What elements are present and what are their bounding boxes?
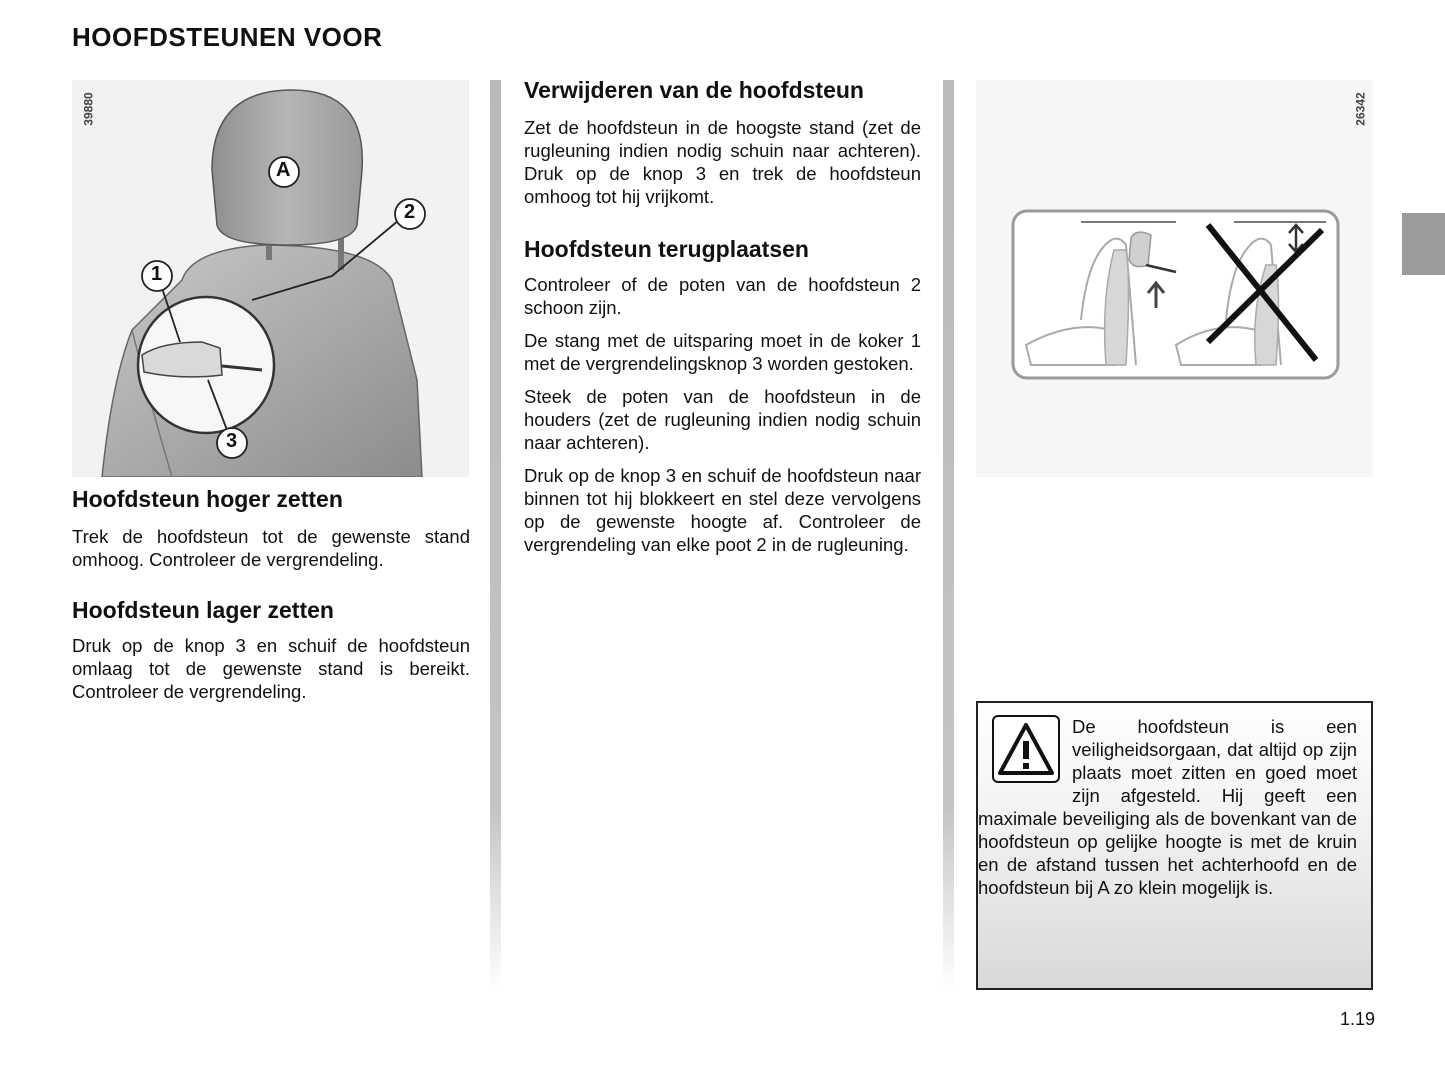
figure-label-2: 2 <box>404 201 416 223</box>
figure-ref-number: 26342 <box>1353 92 1368 126</box>
section-body <box>72 525 470 571</box>
column-divider <box>490 80 501 990</box>
figure-label-1: 1 <box>151 263 163 285</box>
column-1 <box>72 486 470 713</box>
section-body <box>72 634 470 703</box>
headrest-figure <box>72 80 469 477</box>
section-heading: Hoofdsteun lager zetten <box>72 597 334 623</box>
page-number: 1.19 <box>1339 1009 1375 1029</box>
warning-box <box>976 701 1373 990</box>
page-title: HOOFDSTEUNEN VOOR <box>72 22 383 52</box>
position-illustration <box>976 80 1373 477</box>
seat-illustration <box>72 80 469 477</box>
position-figure <box>976 80 1373 477</box>
figure-label-3: 3 <box>226 430 238 452</box>
paragraph: Controleer of de poten van de hoofdsteun 2 schoon zijn. <box>524 274 921 318</box>
paragraph: Zet de hoofdsteun in de hoogste stand (zet de rugleuning indien nodig schuin naar achteren). Druk op de knop 3 en trek de hoofdsteun omhoog tot hij vrijkomt. <box>524 117 921 207</box>
paragraph: Trek de hoofdsteun tot de gewenste stand omhoog. Controleer de vergrendeling. <box>72 526 470 570</box>
warning-icon <box>992 715 1060 783</box>
section-heading: Hoofdsteun hoger zetten <box>72 486 343 512</box>
paragraph: Druk op de knop 3 en schuif de hoofdsteun omlaag tot de gewenste stand is bereikt. Controleer de vergrendeling. <box>72 635 470 702</box>
section-heading: Verwijderen van de hoofdsteun <box>524 77 864 103</box>
column-divider <box>943 80 954 990</box>
section-body <box>524 273 921 556</box>
warning-text: De hoofdsteun is een veiligheidsorgaan, dat altijd op zijn plaats moet zitten en goed moet zijn afgesteld. Hij geeft een maximale beveiliging als de bovenkant van de hoofdsteun op gelijke hoogte is met de kruin en de afstand tussen het achterhoofd en de hoofdsteun bij A zo klein mogelijk is. <box>978 716 1357 898</box>
section-body <box>524 116 921 208</box>
chapter-tab <box>1402 213 1445 275</box>
paragraph: Druk op de knop 3 en schuif de hoofdsteun naar binnen tot hij blokkeert en stel deze vervolgens op de gewenste hoogte af. Controleer de vergrendeling van elke poot 2 in de rugleuning. <box>524 465 921 555</box>
paragraph: Steek de poten van de hoofdsteun in de houders (zet de rugleuning indien nodig schuin naar achteren). <box>524 386 921 453</box>
figure-ref-number: 39880 <box>81 92 96 126</box>
figure-label-a: A <box>276 159 291 181</box>
column-2 <box>524 77 921 566</box>
section-heading: Hoofdsteun terugplaatsen <box>524 236 809 262</box>
paragraph: De stang met de uitsparing moet in de koker 1 met de vergrendelingsknop 3 worden gestoken. <box>524 330 921 374</box>
